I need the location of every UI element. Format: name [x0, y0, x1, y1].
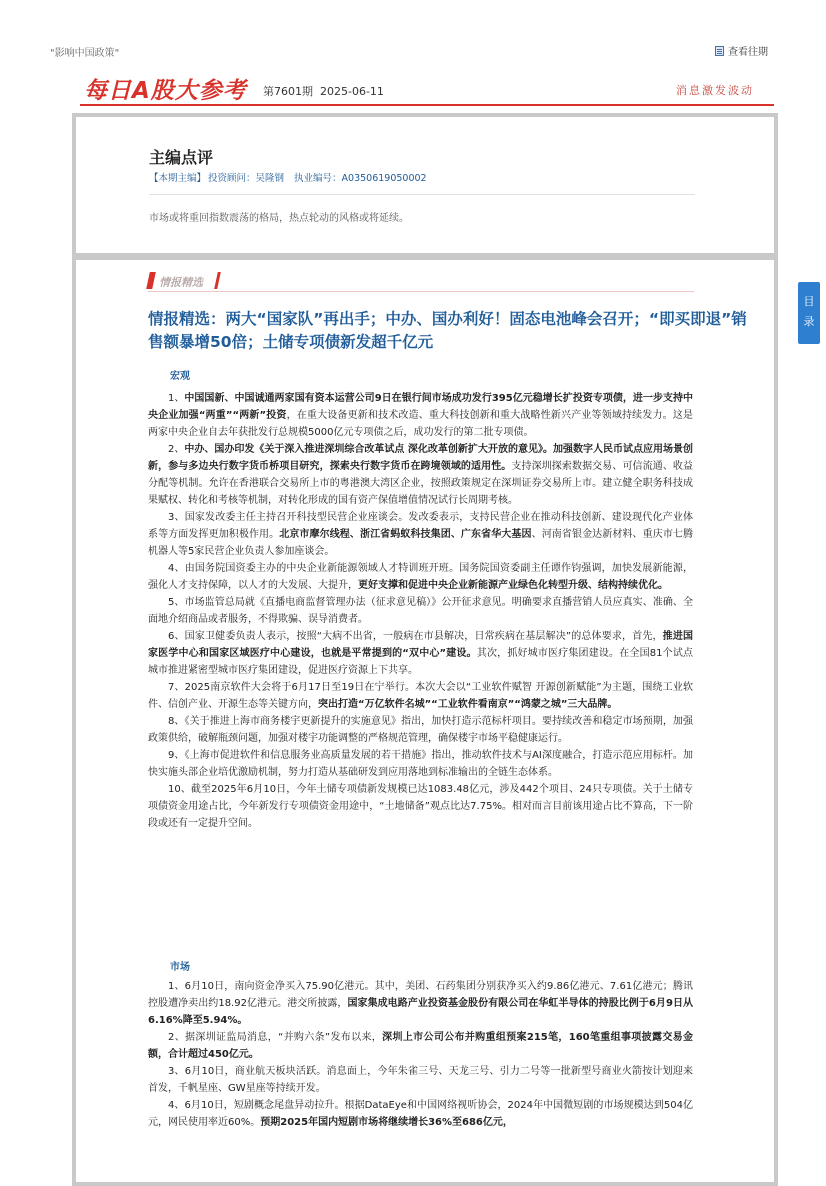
- news-item-text: 4、由国务院国资委主办的中央企业新能源领域人才特训班开班。国务院国资委副主任谭作钧强调，加快发展新能源，强化人才支持保障，以人才的大发展、大提升，: [148, 563, 693, 591]
- news-item: [148, 679, 693, 713]
- news-item: [148, 747, 693, 781]
- archive-label: 查看往期: [728, 47, 768, 58]
- news-item: [148, 781, 693, 832]
- issue-date: 2025-06-11: [320, 85, 384, 98]
- news-item-highlight: 更好支撑和促进中央企业新能源产业绿色化转型升级、结构持续优化。: [358, 580, 668, 591]
- editor-tag: 【本期主编】: [149, 173, 207, 184]
- news-item-text: 5、市场监管总局就《直播电商监督管理办法（征求意见稿）》公开征求意见。明确要求直播营销人员应真实、准确、全面地介绍商品或者服务，不得欺骗、误导消费者。: [148, 597, 693, 625]
- news-item: [148, 1097, 693, 1131]
- banner-label: 情报精选: [159, 276, 203, 289]
- editor-meta: [149, 170, 437, 184]
- news-item: [148, 628, 693, 679]
- news-item: [148, 713, 693, 747]
- news-item-text: 3、国家发改委主任主持召开科技型民营企业座谈会。发改委表示，支持民营企业在推动科技创新、建设现代化产业体系等方面发挥更加积极作用。: [148, 512, 693, 540]
- header-divider: [80, 104, 774, 106]
- news-item: [148, 560, 693, 594]
- issue-number: 第7601期: [263, 85, 313, 98]
- news-item: [148, 1029, 693, 1063]
- logo: 每日A股大参考: [84, 78, 247, 104]
- news-item-text: 7、2025南京软件大会将于6月17日至19日在宁举行。本次大会以“工业软件赋智 开源创新赋能”为主题，围绕工业软件、信创产业、开源生态等关键方向，: [148, 682, 693, 710]
- news-item-highlight: 深圳上市公司公布并购重组预案215笔，160笔重组事项披露交易金额，合计超过450亿元。: [148, 1032, 693, 1060]
- news-item-text: 3、6月10日，商业航天板块活跃。消息面上，今年朱雀三号、天龙三号、引力二号等一批新型号商业火箭按计划迎来首发，千帆星座、GW星座等持续开发。: [148, 1066, 693, 1094]
- banner-accent: [146, 272, 156, 289]
- news-item-text: 其次，抓好城市医疗集团建设。在全国81个试点城市推进紧密型城市医疗集团建设，促进医疗资源上下共享。: [148, 648, 693, 676]
- news-item-text: 6、国家卫健委负责人表示，按照“大病不出省，一般病在市县解决，日常疾病在基层解决”的总体要求，首先，: [168, 631, 663, 642]
- calendar-icon: [715, 46, 724, 56]
- news-item: [148, 509, 693, 560]
- intel-panel: [72, 256, 778, 1186]
- editor-comment: 市场或将重回指数震荡的格局，热点轮动的风格或将延续。: [149, 213, 409, 224]
- news-item-text: 、河南省银金达新材料、重庆市七腾机器人等5家民营企业负责人参加座谈会。: [148, 529, 694, 557]
- news-item-text: 2、: [168, 444, 185, 455]
- banner-accent-end: [214, 272, 221, 289]
- news-item-highlight: 中国国新、中国诚通两家国有资本运营公司9日在银行间市场成功发行395亿元稳增长扩投资专项债，进一步支持中央企业加强“两重”“两新”投资: [148, 393, 693, 421]
- news-item: [148, 390, 693, 441]
- news-item: [148, 594, 693, 628]
- section-macro-label: 宏观: [170, 371, 190, 382]
- editor-panel: [72, 113, 778, 257]
- news-item-highlight: 北京市摩尔线程、浙江省蚂蚁科技集团、广东省华大基因: [279, 529, 532, 540]
- news-item-highlight: 突出打造“万亿软件名城”“工业软件看南京”“鸿蒙之城”三大品牌。: [318, 699, 618, 710]
- header-top-note: "影响中国政策": [50, 48, 120, 59]
- editor-advisor: 投资顾问：吴隆钢: [208, 173, 285, 184]
- news-item-text: 2、据深圳证监局消息，“并购六条”发布以来，: [168, 1032, 383, 1043]
- intel-banner: [148, 272, 694, 292]
- news-item-highlight: 预期2025年国内短剧市场将继续增长36%至686亿元，: [260, 1117, 513, 1128]
- news-item-highlight: 推进国家医学中心和国家区域医疗中心建设，也就是平常提到的“双中心”建设。: [148, 631, 693, 659]
- editor-license: 执业编号：A0350619050002: [294, 173, 427, 184]
- banner-underline: [148, 291, 694, 292]
- news-item-highlight: 国家集成电路产业投资基金股份有限公司在华虹半导体的持股比例于6月9日从6.16%降至5.94%。: [148, 998, 693, 1026]
- archive-link[interactable]: [715, 43, 768, 58]
- editor-title: 主编点评: [149, 148, 214, 167]
- news-item-text: 4、6月10日，短剧概念尾盘异动拉升。根据DataEye和中国网络视听协会，2024年中国微短剧的市场规模达到504亿元，网民使用率近60%。: [148, 1100, 693, 1128]
- slogan: 消息激发波动: [676, 84, 754, 97]
- news-item-text: ，在重大设备更新和技术改造、重大科技创新和重大战略性新兴产业等领域持续发力。这是两家中央企业自去年获批发行总规模5000亿元专项债之后，成功发行的第二批专项债。: [148, 410, 693, 438]
- news-item: [148, 441, 693, 509]
- market-body: [148, 978, 693, 1131]
- news-item-text: 1、: [168, 393, 185, 404]
- news-item: [148, 1063, 693, 1097]
- news-item: [148, 978, 693, 1029]
- news-item-text: 支持深圳探索数据交易、可信流通、收益分配等机制。允许在香港联合交易所上市的粤港澳大湾区企业，按照政策规定在深圳证券交易所上市。建立健全职务科技成果赋权、转化和考核等机制，对转化形成的国有资产保值增值情况试行长周期考核。: [148, 461, 694, 506]
- news-item-text: 8、《关于推进上海市商务楼宇更新提升的实施意见》指出，加快打造示范标杆项目。要持续改善和稳定市场预期，加强政策供给，破解瓶颈问题，加强对楼宇功能调整的严格规范管理，确保楼宇市场平稳健康运行。: [148, 716, 693, 744]
- intel-headline: 情报精选：两大“国家队”再出手；中办、国办利好！固态电池峰会召开；“即买即退”销售额暴增50倍；土储专项债新发超千亿元: [148, 310, 747, 351]
- news-item-highlight: 中办、国办印发《关于深入推进深圳综合改革试点 深化改革创新扩大开放的意见》。加强数字人民币试点应用场景创新，参与多边央行数字货币桥项目研究，探索央行数字货币在跨境领域的适用性。: [148, 444, 693, 472]
- news-item-text: 1、6月10日，南向资金净买入75.90亿港元。其中，美团、石药集团分别获净买入约9.86亿港元、7.61亿港元；腾讯控股遭净卖出约18.92亿港元。港交所披露，: [148, 981, 693, 1009]
- news-item-text: 10、截至2025年6月10日，今年土储专项债新发规模已达1083.48亿元，涉及442个项目、24只专项债。关于土储专项债资金用途占比，今年新发行专项债资金用途中，“土地储备”观点比达7.75%。相对而言目前该用途占比不算高，下一阶段或还有一定提升空间。: [148, 784, 693, 829]
- editor-divider: [149, 194, 695, 195]
- section-market-label: 市场: [170, 962, 190, 973]
- toc-button[interactable]: [798, 282, 820, 344]
- toc-label: 目录: [803, 295, 815, 328]
- macro-body: [148, 390, 693, 832]
- news-item-text: 9、《上海市促进软件和信息服务业高质量发展的若干措施》指出，推动软件技术与AI深度融合，打造示范应用标杆。加快实施头部企业培优激励机制，努力打造从基础研发到应用落地到标准输出的全链生态体系。: [148, 750, 693, 778]
- issue-info: [263, 83, 384, 99]
